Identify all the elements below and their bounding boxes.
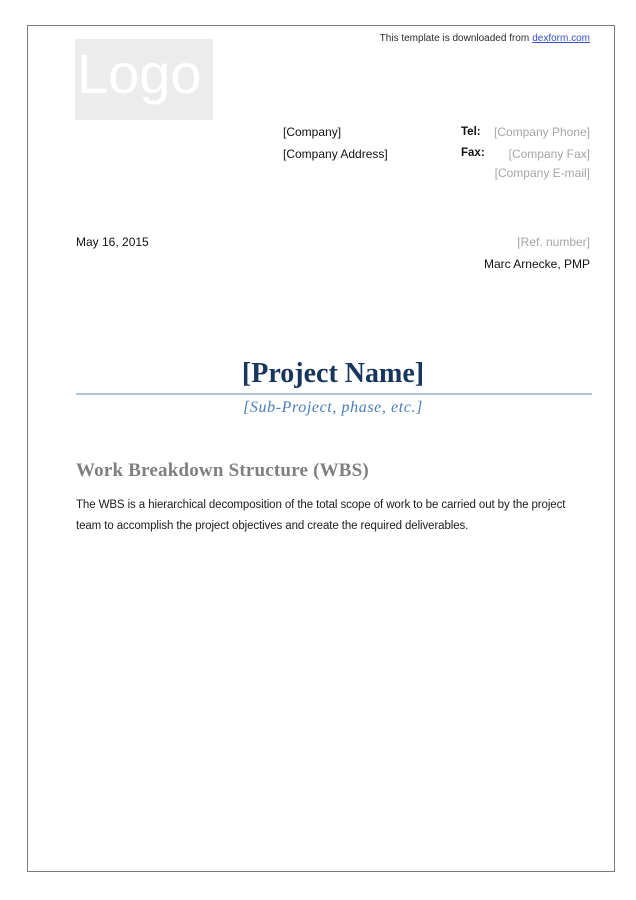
wbs-description-paragraph: The WBS is a hierarchical decomposition of the total scope of work to be carried out by the project team to accomplish the project objectives and create the required deliverables.: [76, 498, 566, 532]
document-date: May 16, 2015: [76, 235, 149, 249]
company-phone: [Company Phone]: [493, 125, 590, 139]
fax-label: Fax:: [461, 147, 485, 159]
company-address: [Company Address]: [283, 147, 388, 161]
author-name: Marc Arnecke, PMP: [483, 257, 590, 271]
logo-placeholder: [75, 39, 213, 120]
title-divider-line: [76, 393, 592, 395]
logo-text: Logo: [77, 42, 202, 105]
document-page: [27, 25, 615, 872]
reference-number: [Ref. number]: [517, 235, 590, 249]
sub-project-subtitle: [Sub-Project, phase, etc.]: [243, 399, 423, 416]
wbs-section-heading: Work Breakdown Structure (WBS): [76, 459, 369, 481]
company-fax: [Company Fax]: [508, 147, 590, 161]
template-source-note: [380, 33, 590, 44]
tel-label: Tel:: [461, 126, 481, 138]
template-source-text: This template is downloaded from: [379, 33, 530, 44]
project-name-title: [Project Name]: [241, 357, 425, 389]
company-email: [Company E-mail]: [494, 166, 590, 180]
company-name: [Company]: [283, 125, 342, 139]
dexform-link[interactable]: dexform.com: [532, 33, 590, 44]
